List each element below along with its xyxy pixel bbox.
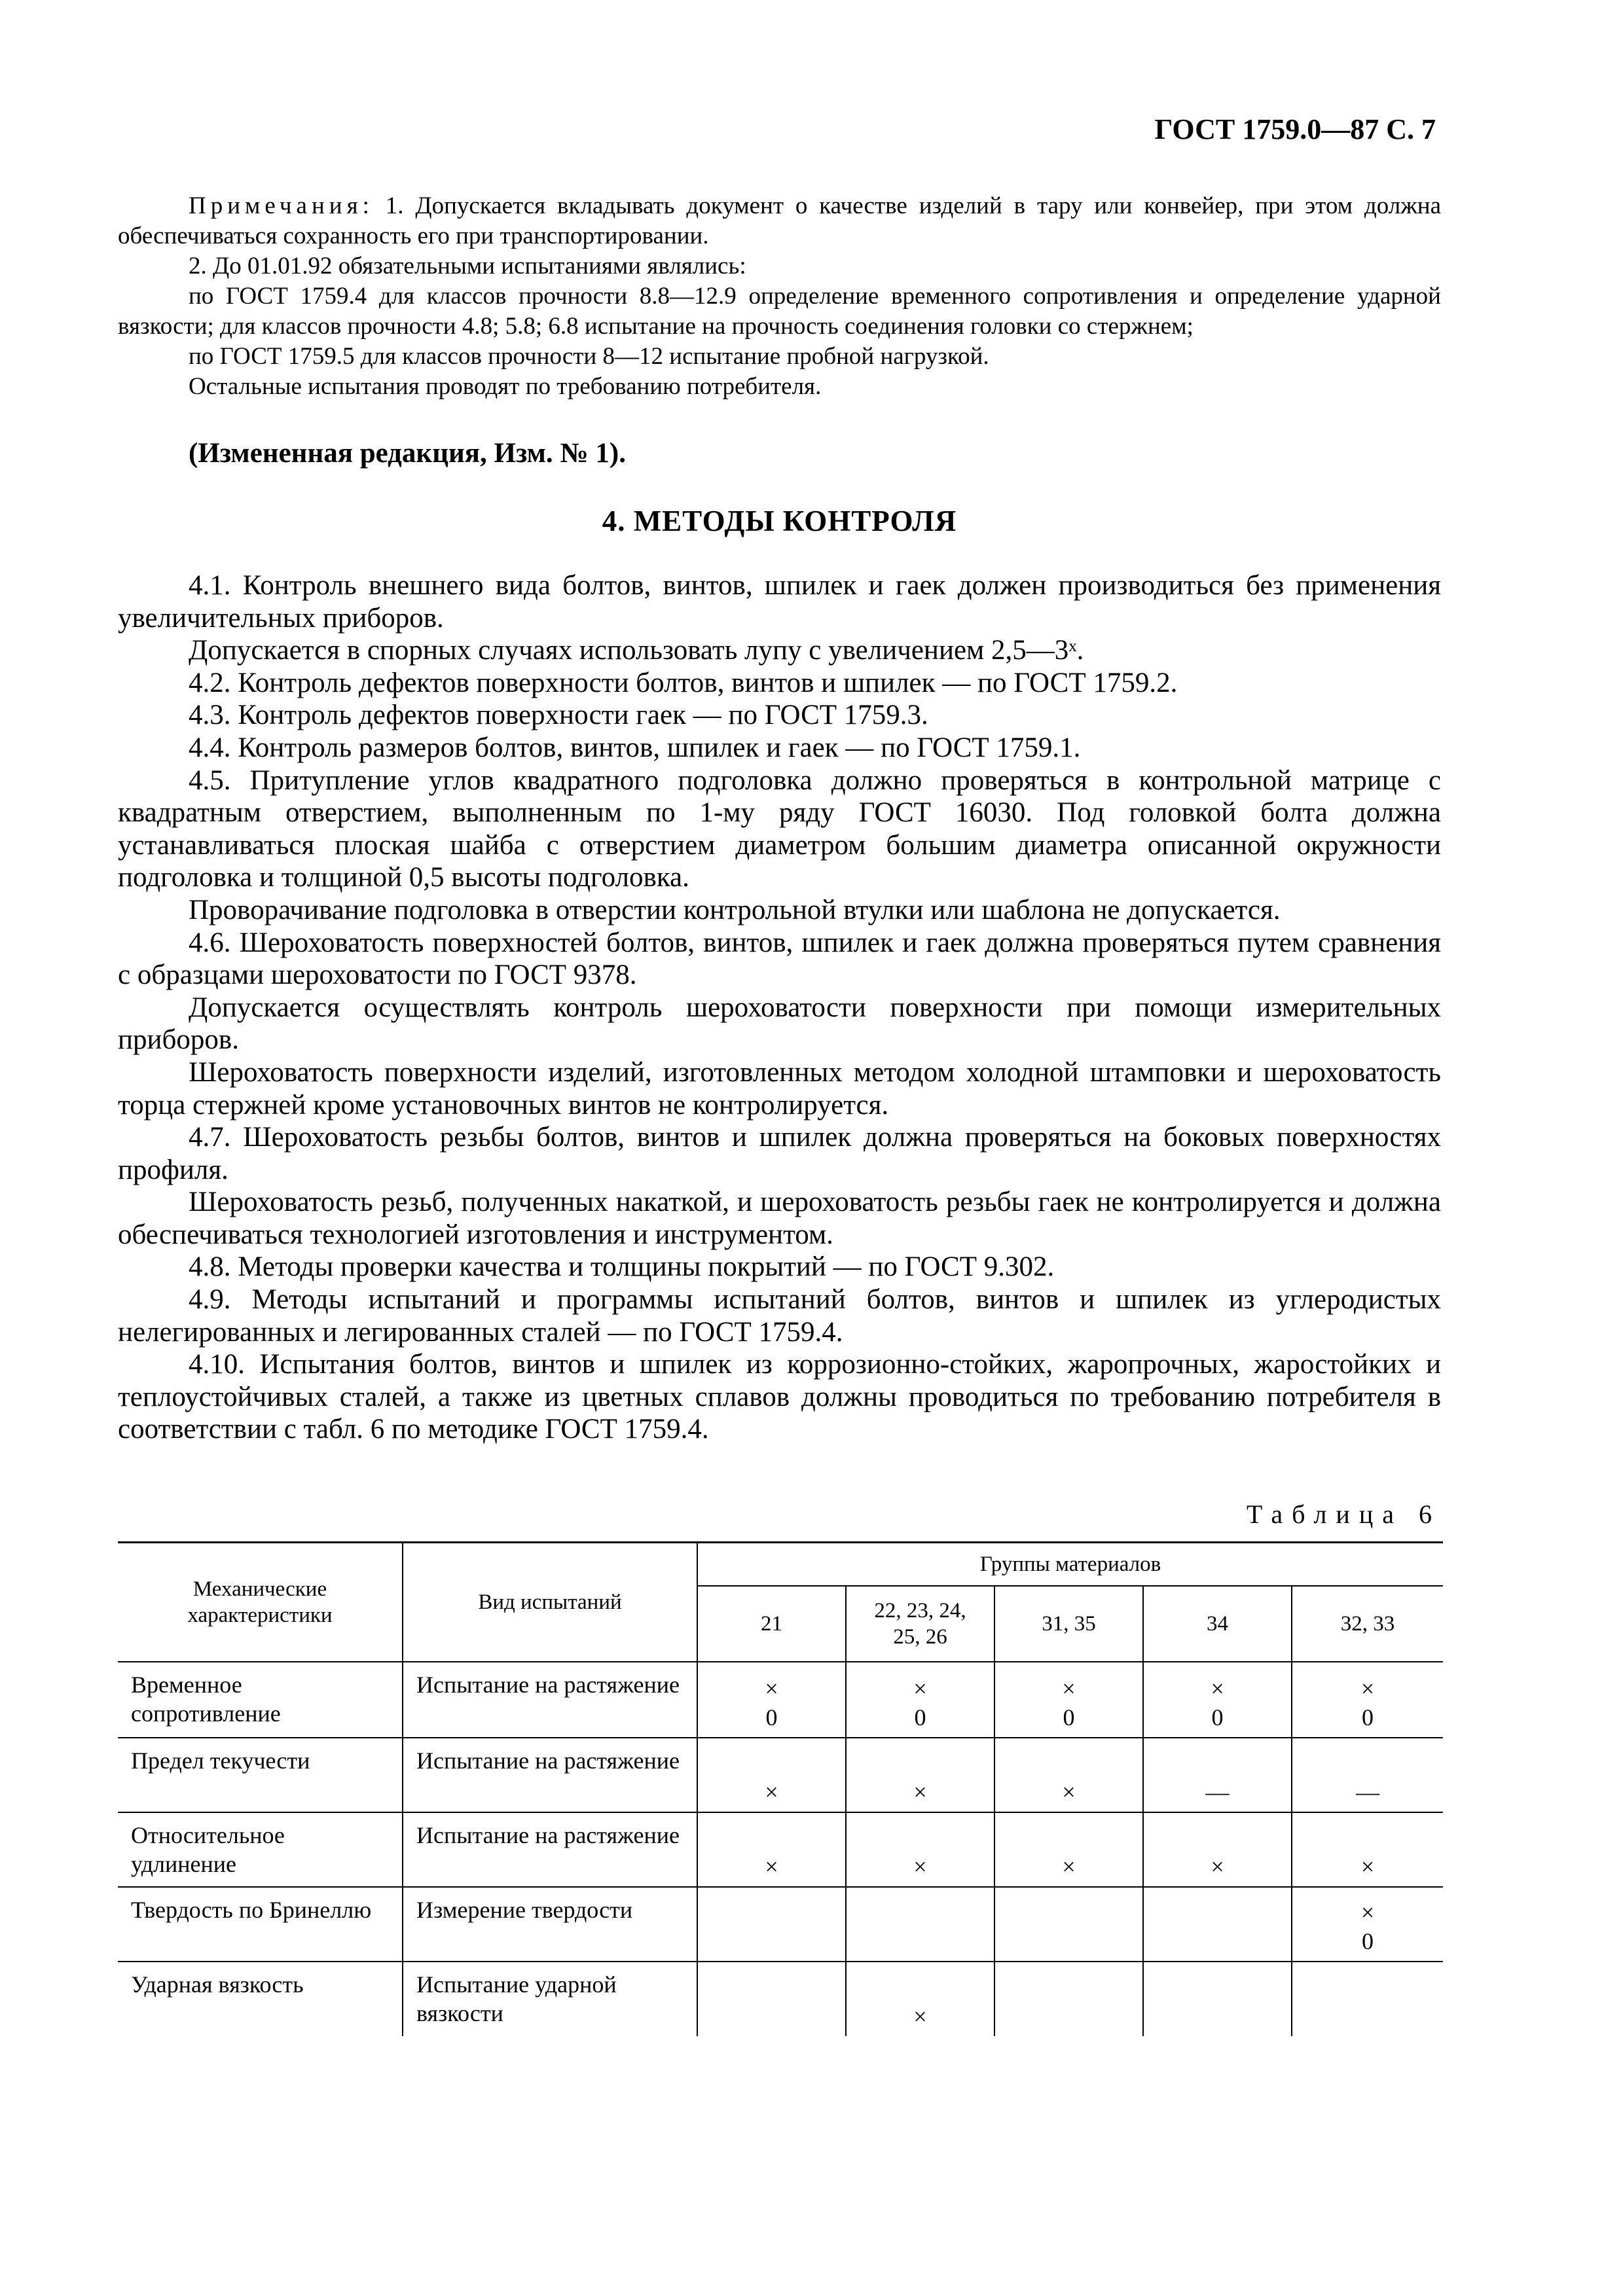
- cell-mark: [697, 1738, 846, 1812]
- cell-mark: [1143, 1962, 1292, 2036]
- cell-test: Испытание на растяжение: [403, 1738, 697, 1812]
- zero-mark: 0: [1362, 1928, 1374, 1954]
- note-2: 2. До 01.01.92 обязательными испытаниями являлись:: [189, 253, 746, 279]
- cross-mark: ×: [1062, 1675, 1076, 1702]
- cross-mark: ×: [765, 1675, 778, 1702]
- zero-mark: 0: [1211, 1704, 1224, 1731]
- header-group: 21: [697, 1586, 846, 1662]
- cell-mark: [697, 1887, 846, 1962]
- paragraph: Допускается в спорных случаях использовать лупу с увеличением 2,5—3ˣ.: [189, 635, 1084, 666]
- paragraph: 4.2. Контроль дефектов поверхности болтов, винтов и шпилек — по ГОСТ 1759.2.: [189, 667, 1178, 698]
- cell-mark: [846, 1887, 994, 1962]
- cross-mark: ×: [1360, 1899, 1375, 1926]
- header-group: 22, 23, 24, 25, 26: [846, 1586, 994, 1662]
- cell-mark: [994, 1962, 1143, 2036]
- cell-mark: [846, 1962, 994, 2036]
- cell-mark: [1292, 1662, 1443, 1738]
- note-2c: Остальные испытания проводят по требованию потребителя.: [189, 373, 822, 400]
- header-mech: Механические характеристики: [118, 1543, 403, 1662]
- cell-mark: [697, 1662, 846, 1738]
- paragraph: 4.5. Притупление углов квадратного подголовка должно проверяться в контрольной матрице с квадратным отверстием, выполненным по 1-му ряду ГОСТ 16030. Под головкой болта должна устанавливаться плоская шайба с отверстием диаметром большим диаметра описанной окружности подголовка и толщиной 0,5 высоты подголовка.: [118, 764, 1441, 893]
- cell-mark: [994, 1812, 1143, 1887]
- paragraph: Допускается осуществлять контроль шероховатости поверхности при помощи измерительных приборов.: [118, 992, 1441, 1056]
- cell-mark: [1143, 1887, 1292, 1962]
- cell-mark: [994, 1887, 1143, 1962]
- cell-mark: [1143, 1662, 1292, 1738]
- dash-mark: —: [1356, 1778, 1379, 1805]
- cell-mech: Твердость по Бринеллю: [118, 1887, 403, 1962]
- cell-mech: Предел текучести: [118, 1738, 403, 1812]
- cross-mark: ×: [1360, 1853, 1375, 1880]
- paragraph: 4.1. Контроль внешнего вида болтов, винтов, шпилек и гаек должен производиться без применения увеличительных приборов.: [118, 570, 1441, 634]
- cross-mark: ×: [765, 1778, 778, 1805]
- paragraph: Проворачивание подголовка в отверстии контрольной втулки или шаблона не допускается.: [189, 894, 1281, 925]
- cell-test: Испытание на растяжение: [403, 1662, 697, 1738]
- cell-mark: [1292, 1738, 1443, 1812]
- cell-mark: [846, 1662, 994, 1738]
- cross-mark: ×: [913, 2003, 927, 2030]
- table-row: [118, 1662, 1443, 1738]
- cross-mark: ×: [913, 1853, 927, 1880]
- note-1: [118, 191, 1441, 251]
- table-row: [118, 1887, 1443, 1962]
- notes-label: Примечания:: [189, 192, 374, 219]
- cell-mark: [994, 1738, 1143, 1812]
- cell-mark: [1143, 1738, 1292, 1812]
- amendment-note: (Измененная редакция, Изм. № 1).: [189, 438, 626, 469]
- paragraph: 4.9. Методы испытаний и программы испытаний болтов, винтов и шпилек из углеродистых нелегированных и легированных сталей — по ГОСТ 1759.4.: [118, 1284, 1441, 1348]
- paragraph: 4.4. Контроль размеров болтов, винтов, шпилек и гаек — по ГОСТ 1759.1.: [189, 732, 1081, 763]
- cell-mech: Относительное удлинение: [118, 1812, 403, 1887]
- header-groups: Группы материалов: [697, 1543, 1443, 1586]
- header-group: 31, 35: [994, 1586, 1143, 1662]
- cross-mark: ×: [765, 1853, 778, 1880]
- header-test: Вид испытаний: [403, 1543, 697, 1662]
- paragraph: 4.8. Методы проверки качества и толщины покрытий — по ГОСТ 9.302.: [189, 1251, 1055, 1283]
- header-group: 32, 33: [1292, 1586, 1443, 1662]
- cell-mark: [697, 1812, 846, 1887]
- cell-mark: [1292, 1962, 1443, 2036]
- cell-mark: [846, 1812, 994, 1887]
- cross-mark: ×: [1211, 1675, 1224, 1702]
- page-header: ГОСТ 1759.0—87 С. 7: [1154, 113, 1436, 145]
- paragraph: Шероховатость поверхности изделий, изготовленных методом холодной штамповки и шероховатость торца стержней кроме установочных винтов не контролируется.: [118, 1056, 1441, 1121]
- cell-mark: [1292, 1887, 1443, 1962]
- cross-mark: ×: [1062, 1778, 1076, 1805]
- cross-mark: ×: [913, 1778, 927, 1805]
- section-body: [118, 569, 1441, 1446]
- zero-mark: 0: [1063, 1704, 1075, 1731]
- cell-mark: [1143, 1812, 1292, 1887]
- paragraph: 4.7. Шероховатость резьбы болтов, винтов и шпилек должна проверяться на боковых поверхностях профиля.: [118, 1122, 1441, 1185]
- cell-mark: [846, 1738, 994, 1812]
- header-group: 34: [1143, 1586, 1292, 1662]
- cell-test: Испытание ударной вязкости: [403, 1962, 697, 2036]
- cross-mark: ×: [1062, 1853, 1076, 1880]
- cell-test: Измерение твердости: [403, 1887, 697, 1962]
- table-caption: Таблица 6: [1246, 1499, 1441, 1529]
- cross-mark: ×: [913, 1675, 927, 1702]
- zero-mark: 0: [1362, 1704, 1374, 1731]
- cell-test: Испытание на растяжение: [403, 1812, 697, 1887]
- table-row: [118, 1738, 1443, 1812]
- paragraph: 4.10. Испытания болтов, винтов и шпилек из коррозионно-стойких, жаропрочных, жаростойких и теплоустойчивых сталей, а также из цветных сплавов должны проводиться по требованию потребителя в соответствии с табл. 6 по методике ГОСТ 1759.4.: [118, 1349, 1441, 1445]
- note-2a: по ГОСТ 1759.4 для классов прочности 8.8—12.9 определение временного сопротивления и определение ударной вязкости; для классов прочности 4.8; 5.8; 6.8 испытание на прочность соединения головки со стержнем;: [118, 283, 1441, 340]
- cell-mark: [697, 1962, 846, 2036]
- table-row: [118, 1812, 1443, 1887]
- cross-mark: ×: [1211, 1853, 1224, 1880]
- zero-mark: 0: [914, 1704, 926, 1731]
- paragraph: Шероховатость резьб, полученных накаткой, и шероховатость резьбы гаек не контролируется и должна обеспечиваться технологией изготовления и инструментом.: [118, 1187, 1441, 1250]
- table-row: [118, 1962, 1443, 2036]
- dash-mark: —: [1205, 1778, 1230, 1805]
- notes-block: [118, 191, 1441, 402]
- cell-mark: [1292, 1812, 1443, 1887]
- cell-mark: [994, 1662, 1143, 1738]
- note-1-text: 1. Допускается вкладывать документ о качестве изделий в тару или конвейер, при этом должна обеспечиваться сохранность его при транспортировании.: [118, 192, 1441, 249]
- note-2b: по ГОСТ 1759.5 для классов прочности 8—12 испытание пробной нагрузкой.: [189, 343, 989, 370]
- zero-mark: 0: [765, 1704, 778, 1731]
- paragraph: 4.3. Контроль дефектов поверхности гаек — по ГОСТ 1759.3.: [189, 700, 928, 731]
- table-6: [118, 1541, 1443, 2036]
- paragraph: 4.6. Шероховатость поверхностей болтов, винтов, шпилек и гаек должна проверяться путем сравнения с образцами шероховатости по ГОСТ 9378.: [118, 927, 1441, 991]
- cell-mech: Ударная вязкость: [118, 1962, 403, 2036]
- section-title: 4. МЕТОДЫ КОНТРОЛЯ: [602, 505, 957, 537]
- cell-mech: Временное сопротивление: [118, 1662, 403, 1738]
- cross-mark: ×: [1360, 1675, 1375, 1702]
